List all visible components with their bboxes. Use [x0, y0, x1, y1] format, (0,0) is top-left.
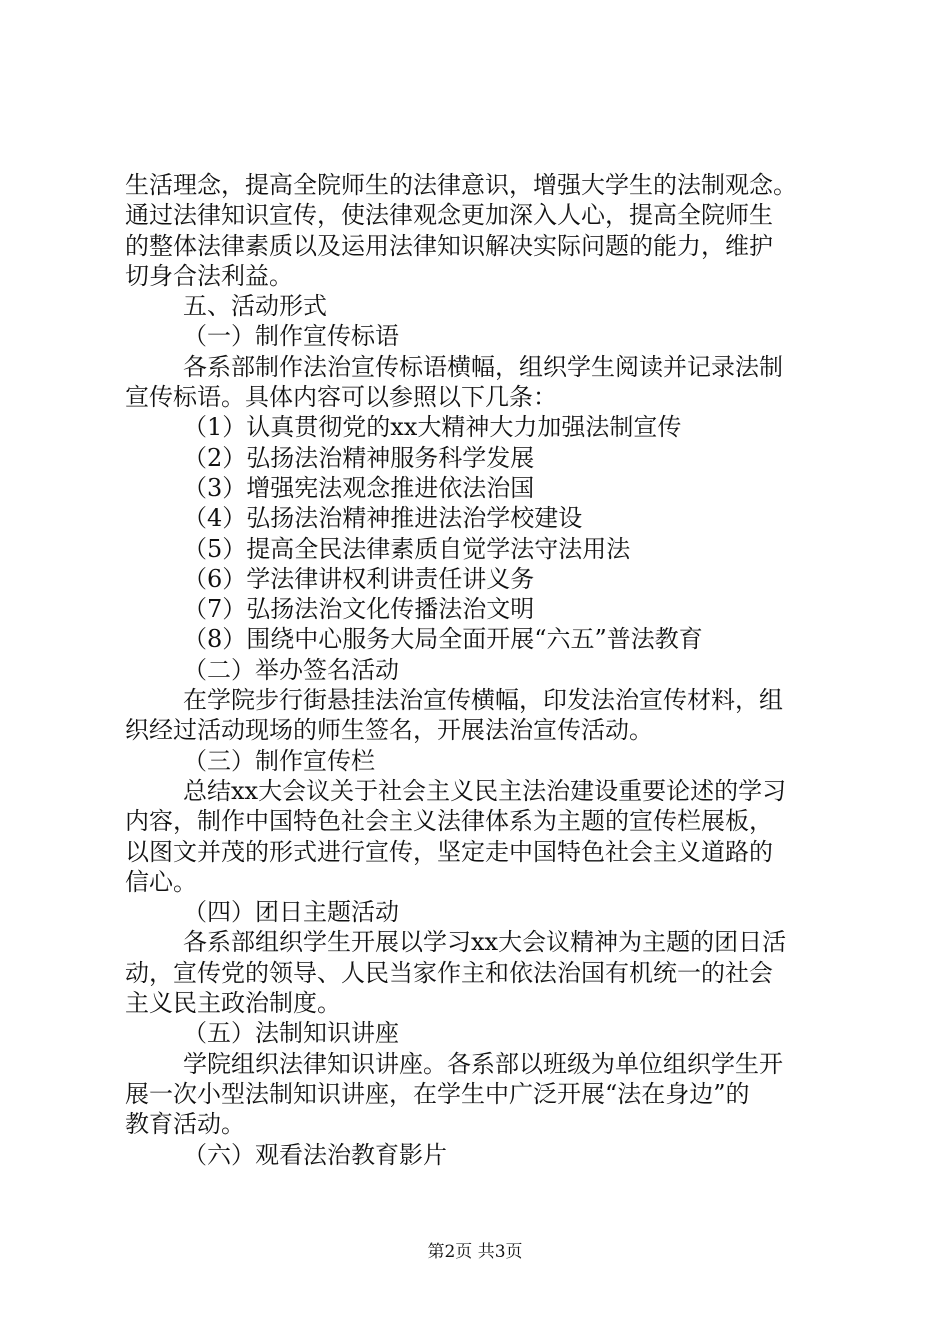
text-line: 在学院步行街悬挂法治宣传横幅，印发法治宣传材料，组 — [183, 686, 783, 715]
text-line: 织经过活动现场的师生签名，开展法治宣传活动。 — [125, 716, 653, 745]
text-line: 各系部制作法治宣传标语横幅，组织学生阅读并记录法制 — [183, 352, 783, 381]
text-line: （5）提高全民法律素质自觉学法守法用法 — [183, 534, 631, 563]
text-line: （一）制作宣传标语 — [183, 322, 399, 351]
text-line: （7）弘扬法治文化传播法治文明 — [183, 595, 535, 624]
text-line: 的整体法律素质以及运用法律知识解决实际问题的能力，维护 — [125, 231, 773, 260]
text-line: （四）团日主题活动 — [183, 898, 399, 927]
text-line: 五、活动形式 — [183, 292, 327, 321]
text-line: （6）学法律讲权利讲责任讲义务 — [183, 564, 535, 593]
body-text — [125, 170, 845, 1170]
text-line: （五）法制知识讲座 — [183, 1019, 399, 1048]
text-line: 总结xx大会议关于社会主义民主法治建设重要论述的学习 — [183, 776, 787, 805]
text-line: 通过法律知识宣传，使法律观念更加深入人心，提高全院师生 — [125, 201, 773, 230]
text-line: （8）围绕中心服务大局全面开展“六五”普法教育 — [183, 625, 703, 654]
text-line: 宣传标语。具体内容可以参照以下几条： — [125, 383, 557, 412]
text-line: 展一次小型法制知识讲座，在学生中广泛开展“法在身边”的 — [125, 1079, 750, 1108]
text-line: 切身合法利益。 — [125, 261, 293, 290]
text-line: 教育活动。 — [125, 1110, 245, 1139]
text-line: （2）弘扬法治精神服务科学发展 — [183, 443, 535, 472]
text-line: （三）制作宣传栏 — [183, 746, 375, 775]
text-line: （1）认真贯彻党的xx大精神大力加强法制宣传 — [183, 413, 682, 442]
text-line: 学院组织法律知识讲座。各系部以班级为单位组织学生开 — [183, 1049, 783, 1078]
text-line: 以图文并茂的形式进行宣传，坚定走中国特色社会主义道路的 — [125, 837, 773, 866]
text-line: （六）观看法治教育影片 — [183, 1140, 447, 1169]
text-line: （4）弘扬法治精神推进法治学校建设 — [183, 504, 583, 533]
text-line: 信心。 — [125, 867, 197, 896]
text-line: （3）增强宪法观念推进依法治国 — [183, 473, 535, 502]
text-line: 各系部组织学生开展以学习xx大会议精神为主题的团日活 — [183, 928, 787, 957]
text-line: 主义民主政治制度。 — [125, 989, 341, 1018]
text-line: 生活理念，提高全院师生的法律意识，增强大学生的法制观念。 — [125, 171, 797, 199]
text-line: 内容，制作中国特色社会主义法律体系为主题的宣传栏展板， — [125, 807, 773, 836]
text-line: （二）举办签名活动 — [183, 655, 399, 684]
text-line: 动，宣传党的领导、人民当家作主和依法治国有机统一的社会 — [125, 958, 773, 987]
page-footer: 第2页 共3页 — [427, 1242, 523, 1262]
